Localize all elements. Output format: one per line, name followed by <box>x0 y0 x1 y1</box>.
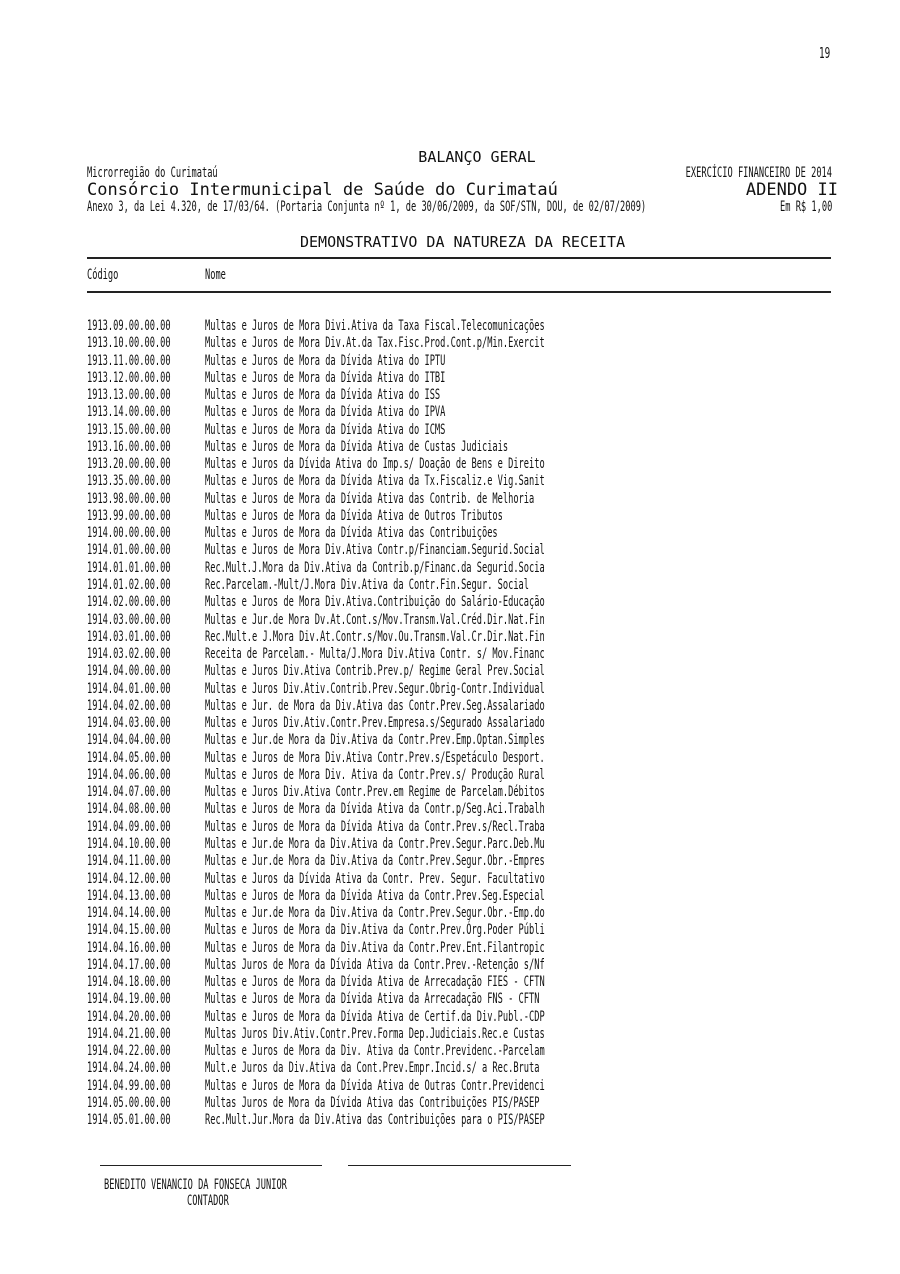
revenue-name: Multas e Juros de Mora da Dívida Ativa do ICMS <box>205 421 446 438</box>
revenue-code: 1914.04.24.00.00 <box>87 1060 171 1077</box>
revenue-code: 1914.02.00.00.00 <box>87 594 171 611</box>
revenue-code: 1914.04.13.00.00 <box>87 887 171 904</box>
signature-line-accountant <box>100 1165 322 1166</box>
revenue-name: Rec.Parcelam.-Mult/J.Mora Div.Ativa da Contr.Fin.Segur. Social <box>205 576 530 593</box>
revenue-name: Multas e Jur.de Mora da Div.Ativa da Contr.Prev.Segur.Parc.Deb.Mu <box>205 835 545 852</box>
revenue-name: Multas e Juros de Mora da Dívida Ativa das Contribuições <box>205 525 498 542</box>
revenue-name: Multas e Juros de Mora da Div.Ativa da Contr.Prev.Ent.Filantropic <box>205 939 545 956</box>
revenue-name: Multas e Juros de Mora da Dívida Ativa da Arrecadação FNS - CFTN <box>205 991 540 1008</box>
revenue-code: 1913.13.00.00.00 <box>87 387 171 404</box>
revenue-code: 1914.04.00.00.00 <box>87 663 171 680</box>
revenue-code: 1914.01.00.00.00 <box>87 542 171 559</box>
revenue-name: Receita de Parcelam.- Multa/J.Mora Div.Ativa Contr. s/ Mov.Financ <box>205 646 545 663</box>
page-number: 19 <box>819 44 831 62</box>
entity-name: Consórcio Intermunicipal de Saúde do Curimataú <box>87 180 558 200</box>
revenue-name: Multas e Juros de Mora da Dívida Ativa da Contr.Prev.s/Recl.Traba <box>205 818 545 835</box>
revenue-code: 1914.04.15.00.00 <box>87 922 171 939</box>
revenue-name: Multas e Juros da Dívida Ativa da Contr. Prev. Segur. Facultativo <box>205 870 545 887</box>
revenue-code: 1914.04.17.00.00 <box>87 956 171 973</box>
revenue-code: 1914.04.18.00.00 <box>87 974 171 991</box>
revenue-name: Multas e Juros de Mora Div.Ativa Contr.Prev.s/Espetáculo Desport. <box>205 749 545 766</box>
revenue-name: Multas e Juros Div.Ativ.Contr.Prev.Empresa.s/Segurado Assalariado <box>205 715 545 732</box>
region-label: Microrregião do Curimataú <box>87 165 218 181</box>
revenue-code: 1914.01.02.00.00 <box>87 576 171 593</box>
revenue-code: 1914.04.10.00.00 <box>87 835 171 852</box>
revenue-name: Multas e Juros de Mora da Dívida Ativa da Contr.p/Seg.Aci.Trabalh <box>205 801 545 818</box>
revenue-code: 1914.00.00.00.00 <box>87 525 171 542</box>
revenue-code: 1913.09.00.00.00 <box>87 318 171 334</box>
document-title: BALANÇO GERAL <box>418 148 536 166</box>
revenue-code: 1914.03.00.00.00 <box>87 611 171 628</box>
revenue-name: Multas e Juros de Mora da Div. Ativa da Contr.Previdenc.-Parcelam <box>205 1043 545 1060</box>
revenue-code: 1914.04.16.00.00 <box>87 939 171 956</box>
report-subtitle: DEMONSTRATIVO DA NATUREZA DA RECEITA <box>300 233 626 251</box>
revenue-name: Multas e Juros de Mora Div. Ativa da Contr.Prev.s/ Produção Rural <box>205 766 545 783</box>
fiscal-year-label: EXERCÍCIO FINANCEIRO DE 2014 <box>685 165 832 181</box>
revenue-name: Multas e Juros de Mora da Dívida Ativa do IPVA <box>205 404 446 421</box>
revenue-name: Multas e Juros de Mora da Dívida Ativa de Custas Judiciais <box>205 438 509 455</box>
revenue-name: Multas Juros de Mora da Dívida Ativa da Contr.Prev.-Retenção s/Nf <box>205 956 545 973</box>
revenue-name: Multas e Juros de Mora Div.Ativa.Contribuição do Salário-Educação <box>205 594 545 611</box>
revenue-name: Multas e Juros de Mora da Dívida Ativa das Contrib. de Melhoria <box>205 490 535 507</box>
revenue-name: Multas e Jur.de Mora da Div.Ativa da Contr.Prev.Emp.Optan.Simples <box>205 732 545 749</box>
revenue-name: Multas e Juros de Mora da Dívida Ativa da Tx.Fiscaliz.e Vig.Sanit <box>205 473 545 490</box>
revenue-code: 1914.04.11.00.00 <box>87 853 171 870</box>
signature-line-second <box>348 1165 571 1166</box>
revenue-name: Multas e Juros de Mora Div.At.da Tax.Fisc.Prod.Cont.p/Min.Exercit <box>205 335 545 352</box>
revenue-code: 1914.04.02.00.00 <box>87 697 171 714</box>
revenue-name: Rec.Mult.Jur.Mora da Div.Ativa das Contribuições para o PIS/PASEP <box>205 1112 545 1129</box>
revenue-code: 1913.20.00.00.00 <box>87 456 171 473</box>
revenue-name: Multas e Juros Div.Ativ.Contrib.Prev.Segur.Obrig-Contr.Individual <box>205 680 545 697</box>
revenue-code: 1913.15.00.00.00 <box>87 421 171 438</box>
revenue-code: 1913.98.00.00.00 <box>87 490 171 507</box>
revenue-name: Multas e Juros de Mora Divi.Ativa da Taxa Fiscal.Telecomunicações <box>205 318 545 334</box>
revenue-name: Multas e Jur.de Mora da Div.Ativa da Contr.Prev.Segur.Obr.-Empres <box>205 853 545 870</box>
currency-unit-label: Em R$ 1,00 <box>779 199 832 215</box>
revenue-code: 1913.12.00.00.00 <box>87 369 171 386</box>
revenue-code: 1914.05.01.00.00 <box>87 1112 171 1129</box>
revenue-code: 1914.04.14.00.00 <box>87 905 171 922</box>
revenue-name: Multas Juros Div.Ativ.Contr.Prev.Forma Dep.Judiciais.Rec.e Custas <box>205 1025 545 1042</box>
revenue-code: 1913.35.00.00.00 <box>87 473 171 490</box>
revenue-code: 1913.16.00.00.00 <box>87 438 171 455</box>
revenue-name: Multas e Juros de Mora Div.Ativa Contr.p/Financiam.Segurid.Social <box>205 542 545 559</box>
revenue-code: 1913.11.00.00.00 <box>87 352 171 369</box>
revenue-name: Mult.e Juros da Div.Ativa da Cont.Prev.Empr.Incid.s/ a Rec.Bruta <box>205 1060 540 1077</box>
revenue-code: 1913.14.00.00.00 <box>87 404 171 421</box>
signatory-role: CONTADOR <box>187 1193 229 1209</box>
revenue-name: Multas e Juros de Mora da Dívida Ativa de Arrecadação FIES - CFTN <box>205 974 545 991</box>
revenue-code: 1914.04.99.00.00 <box>87 1077 171 1094</box>
revenue-name: Multas e Juros de Mora da Dívida Ativa de Outras Contr.Previdenci <box>205 1077 545 1094</box>
revenue-name: Multas e Juros de Mora da Dívida Ativa do ISS <box>205 387 441 404</box>
revenue-name: Multas e Jur.de Mora Dv.At.Cont.s/Mov.Transm.Val.Créd.Dir.Nat.Fin <box>205 611 545 628</box>
header-bottom-rule <box>87 291 831 293</box>
revenue-name: Multas e Juros de Mora da Dívida Ativa de Outros Tributos <box>205 507 503 524</box>
header-top-rule <box>87 257 831 259</box>
revenue-code: 1914.03.01.00.00 <box>87 628 171 645</box>
revenue-code: 1914.04.04.00.00 <box>87 732 171 749</box>
revenue-name: Rec.Mult.J.Mora da Div.Ativa da Contrib.p/Financ.da Segurid.Socia <box>205 559 545 576</box>
revenue-name: Multas e Juros de Mora da Div.Ativa da Contr.Prev.Órg.Poder Públi <box>205 922 545 939</box>
revenue-name: Multas e Juros de Mora da Dívida Ativa da Contr.Prev.Seg.Especial <box>205 887 545 904</box>
revenue-name: Multas e Jur.de Mora da Div.Ativa da Contr.Prev.Segur.Obr.-Emp.do <box>205 905 545 922</box>
revenue-code: 1914.01.01.00.00 <box>87 559 171 576</box>
legal-basis-text: Anexo 3, da Lei 4.320, de 17/03/64. (Portaria Conjunta nº 1, de 30/06/2009, da SOF/STN, DOU, de 02/07/2009) <box>87 199 647 215</box>
addendum-label: ADENDO II <box>745 180 838 200</box>
revenue-code: 1914.04.19.00.00 <box>87 991 171 1008</box>
revenue-name: Multas e Juros de Mora da Dívida Ativa de Certif.da Div.Publ.-CDP <box>205 1008 545 1025</box>
revenue-name: Multas e Jur. de Mora da Div.Ativa das Contr.Prev.Seg.Assalariado <box>205 697 545 714</box>
revenue-code: 1914.04.08.00.00 <box>87 801 171 818</box>
revenue-name: Multas Juros de Mora da Dívida Ativa das Contribuições PIS/PASEP <box>205 1094 540 1111</box>
revenue-code: 1914.04.12.00.00 <box>87 870 171 887</box>
revenue-code: 1914.05.00.00.00 <box>87 1094 171 1111</box>
revenue-code: 1914.03.02.00.00 <box>87 646 171 663</box>
revenue-code: 1914.04.06.00.00 <box>87 766 171 783</box>
column-header-name: Nome <box>205 267 226 283</box>
revenue-code: 1914.04.21.00.00 <box>87 1025 171 1042</box>
revenue-name: Multas e Juros de Mora da Dívida Ativa do ITBI <box>205 369 446 386</box>
revenue-code: 1914.04.20.00.00 <box>87 1008 171 1025</box>
revenue-code: 1913.10.00.00.00 <box>87 335 171 352</box>
signatory-name: BENEDITO VENANCIO DA FONSECA JUNIOR <box>104 1177 287 1193</box>
revenue-name: Multas e Juros Div.Ativa Contrib.Prev.p/ Regime Geral Prev.Social <box>205 663 545 680</box>
revenue-code: 1913.99.00.00.00 <box>87 507 171 524</box>
revenue-code: 1914.04.09.00.00 <box>87 818 171 835</box>
revenue-name: Multas e Juros da Dívida Ativa do Imp.s/ Doação de Bens e Direito <box>205 456 545 473</box>
revenue-name: Multas e Juros Div.Ativa Contr.Prev.em Regime de Parcelam.Débitos <box>205 784 545 801</box>
revenue-code: 1914.04.07.00.00 <box>87 784 171 801</box>
revenue-code: 1914.04.03.00.00 <box>87 715 171 732</box>
column-header-code: Código <box>87 267 119 283</box>
revenue-code: 1914.04.05.00.00 <box>87 749 171 766</box>
revenue-code: 1914.04.22.00.00 <box>87 1043 171 1060</box>
revenue-name: Multas e Juros de Mora da Dívida Ativa do IPTU <box>205 352 446 369</box>
revenue-name: Rec.Mult.e J.Mora Div.At.Contr.s/Mov.Ou.Transm.Val.Cr.Dir.Nat.Fin <box>205 628 545 645</box>
revenue-code: 1914.04.01.00.00 <box>87 680 171 697</box>
